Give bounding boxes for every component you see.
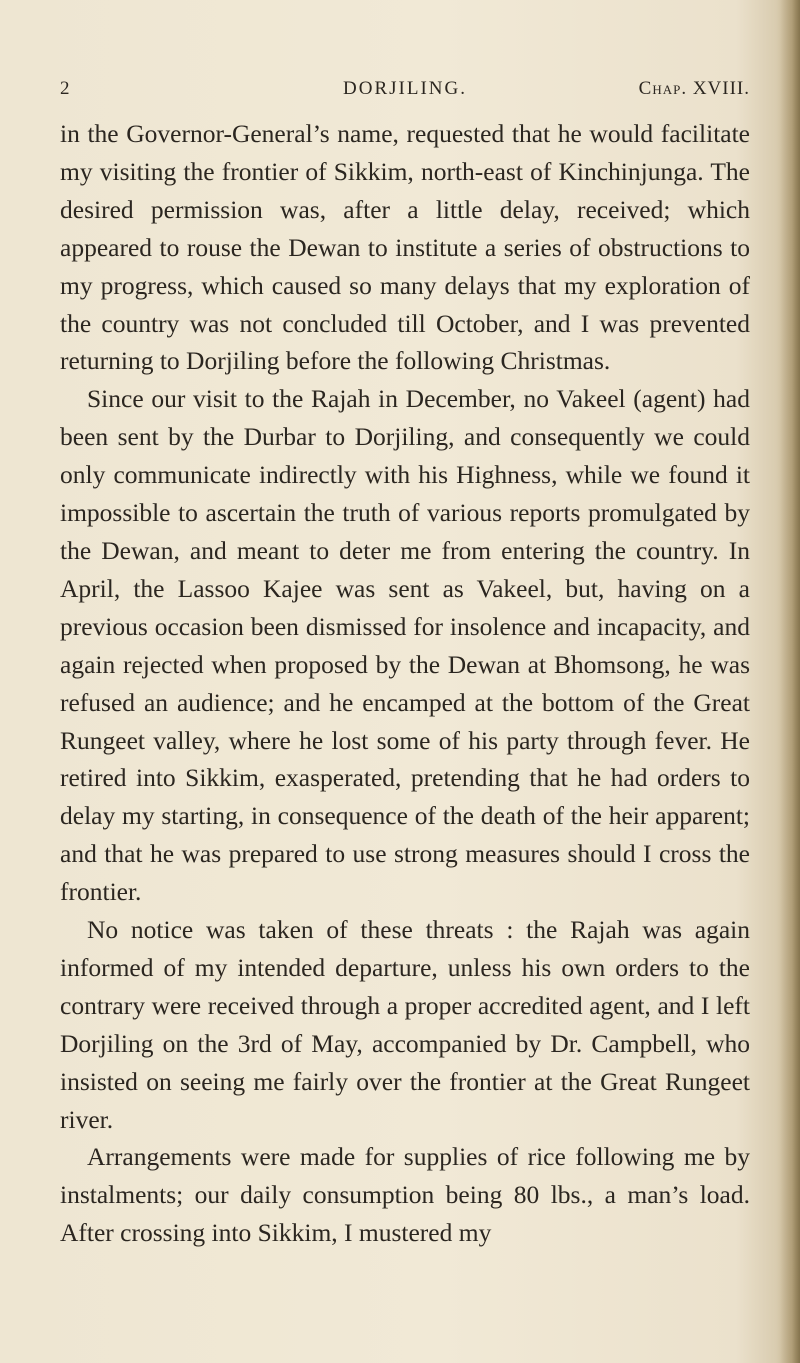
paragraph-1: in the Governor-General’s name, requested that he would facilitate my visiting the frontier of Sikkim, north-east of Kinchinjunga. The desired permission was, after a little delay, received; which appeared to rouse the Dewan to institute a series of obstructions to my progress, which caused so many delays that my exploration of the country was not concluded till October, and I was prevented returning to Dorjiling before the following Christmas. [60, 119, 750, 376]
paragraph-3: No notice was taken of these threats : the Rajah was again informed of my intended departure, unless his own orders to the contrary were received through a proper accredited agent, and I left Dorjiling on the 3rd of May, accompanied by Dr. Campbell, who insisted on seeing me fairly over the frontier at the Great Rungeet river. [60, 915, 750, 1134]
page-edge-shadow [780, 0, 800, 1363]
body-text [60, 115, 750, 1252]
paragraph-4: Arrangements were made for supplies of rice following me by instalments; our daily consumption being 80 lbs., a man’s load. After crossing into Sikkim, I mustered my [60, 1142, 750, 1248]
paragraph-2: Since our visit to the Rajah in December, no Vakeel (agent) had been sent by the Durbar to Dorjiling, and consequently we could only communicate indirectly with his Highness, while we found it impossible to ascertain the truth of various reports promulgated by the Dewan, and meant to deter me from entering the country. In April, the Lassoo Kajee was sent as Vakeel, but, having on a previous occasion been dismissed for insolence and incapacity, and again rejected when proposed by the Dewan at Bhomsong, he was refused an audience; and he encamped at the bottom of the Great Rungeet valley, where he lost some of his party through fever. He retired into Sikkim, exasperated, pretending that he had orders to delay my starting, in consequence of the death of the heir apparent; and that he was prepared to use strong measures should I cross the frontier. [60, 384, 750, 907]
page-header [60, 78, 750, 106]
running-head: DORJILING. [343, 78, 467, 99]
page-number: 2 [60, 78, 71, 99]
chapter-mark: Chap. XVIII. [638, 78, 750, 99]
